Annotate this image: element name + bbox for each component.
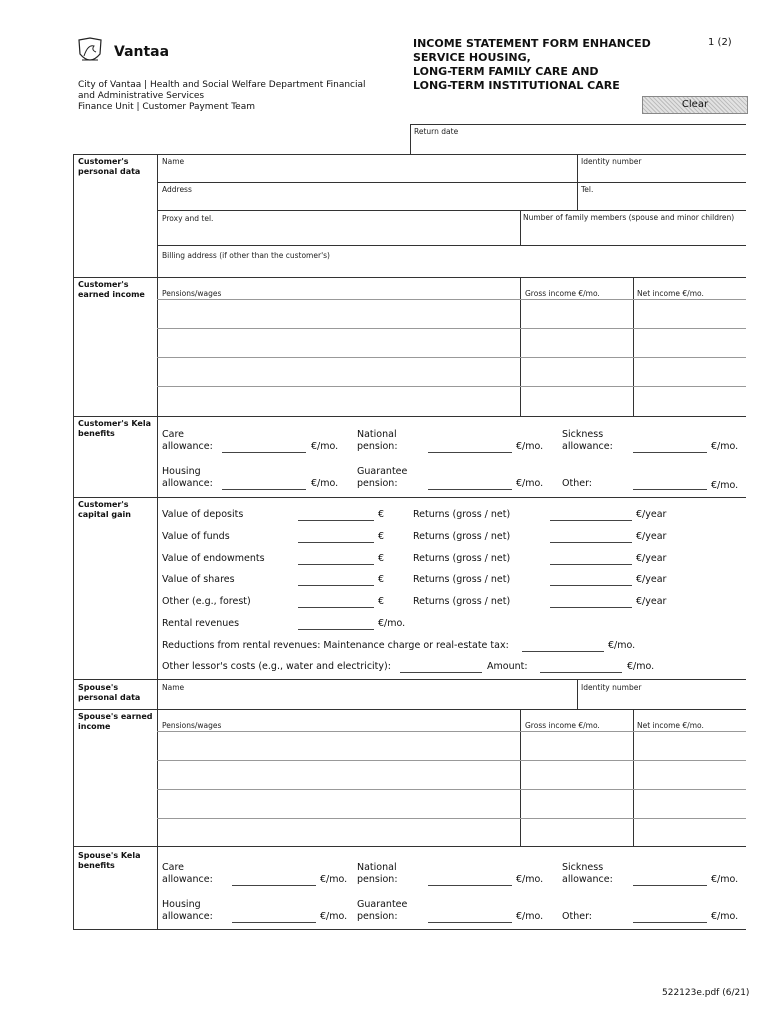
other-benefit-field[interactable] [633, 477, 707, 490]
spouse-sickness-allowance-field[interactable] [633, 873, 707, 886]
spouse-net-label: Net income €/mo. [637, 721, 704, 730]
unit-label: €/mo. [711, 874, 739, 885]
national-pension-label: National pension: [357, 429, 398, 452]
capital-row-label: Value of deposits [162, 509, 244, 520]
title-line-1: INCOME STATEMENT FORM ENHANCED [413, 37, 651, 50]
capital-gain-section: Customer's capital gain [78, 500, 131, 519]
income-row-2[interactable] [160, 331, 518, 355]
per-year-label: €/year [636, 552, 667, 564]
reductions-field[interactable] [522, 639, 604, 652]
logo-text: Vantaa [114, 44, 170, 60]
clear-button[interactable]: Clear [642, 96, 748, 114]
gross-income-label: Gross income €/mo. [525, 289, 600, 298]
spouse-national-pension-field[interactable] [428, 873, 512, 886]
pensions-wages-label: Pensions/wages [162, 289, 222, 298]
net-income-label: Net income €/mo. [637, 289, 704, 298]
capital-value-field[interactable] [298, 552, 374, 565]
unit-label: €/mo. [516, 911, 544, 922]
spouse-income-row-4[interactable] [160, 821, 518, 843]
euro-label: € [378, 530, 385, 542]
euro-label: € [378, 509, 385, 520]
spouse-kela-section: Spouse's Kela benefits [78, 851, 141, 870]
returns-label: Returns (gross / net) [413, 596, 511, 608]
spouse-national-pension-label: National pension: [357, 862, 398, 885]
unit-label: €/mo. [711, 441, 739, 452]
rental-unit: €/mo. [378, 618, 406, 629]
form-title [413, 37, 673, 93]
capital-row-label: Value of shares [162, 574, 235, 586]
customer-personal-section: Customer's personal data [78, 157, 141, 176]
returns-label: Returns (gross / net) [413, 530, 511, 542]
per-year-label: €/year [636, 596, 667, 608]
proxy-label: Proxy and tel. [162, 214, 214, 223]
capital-value-field[interactable] [298, 595, 374, 608]
returns-label: Returns (gross / net) [413, 509, 511, 520]
unit-label: €/mo. [320, 911, 348, 922]
billing-address-field[interactable] [160, 261, 744, 275]
name-label: Name [162, 157, 185, 166]
per-year-label: €/year [636, 574, 667, 586]
capital-row-label: Value of endowments [162, 552, 265, 564]
housing-allowance-label: Housing allowance: [162, 466, 213, 489]
spouse-name-label: Name [162, 683, 185, 692]
spouse-identity-field[interactable] [580, 693, 744, 707]
income-row-1[interactable] [160, 302, 518, 326]
per-year-label: €/year [636, 509, 667, 520]
spouse-income-row-3[interactable] [160, 792, 518, 816]
returns-field[interactable] [550, 573, 632, 586]
spouse-identity-label: Identity number [581, 683, 642, 692]
identity-number-label: Identity number [581, 157, 642, 166]
spouse-personal-section: Spouse's personal data [78, 683, 141, 702]
income-row-4[interactable] [160, 389, 518, 413]
lessor-costs-field[interactable] [400, 660, 482, 673]
spouse-housing-allowance-field[interactable] [232, 910, 316, 923]
spouse-other-benefit-field[interactable] [633, 910, 707, 923]
reductions-label: Reductions from rental revenues: Maintenance charge or real-estate tax: [162, 640, 509, 651]
per-year-label: €/year [636, 530, 667, 542]
proxy-field[interactable] [160, 226, 517, 242]
other-label: Other: [562, 478, 593, 489]
spouse-name-field[interactable] [160, 693, 574, 707]
sickness-allowance-label: Sickness allowance: [562, 429, 613, 452]
income-row-3[interactable] [160, 360, 518, 384]
unit-label: €/mo. [516, 441, 544, 452]
euro-label: € [378, 596, 385, 608]
spouse-other-label: Other: [562, 911, 593, 922]
return-date-field[interactable] [412, 136, 744, 152]
return-date-label: Return date [414, 127, 459, 136]
returns-field[interactable] [550, 508, 632, 521]
capital-value-field[interactable] [298, 530, 374, 543]
unit-label: €/mo. [311, 478, 339, 489]
address-label: Address [162, 185, 192, 194]
unit-label: €/mo. [516, 874, 544, 885]
returns-label: Returns (gross / net) [413, 574, 511, 586]
capital-row-label: Value of funds [162, 530, 230, 542]
unit-label: €/mo. [516, 478, 544, 489]
euro-label: € [378, 574, 385, 586]
family-members-label: Number of family members (spouse and minor children) [523, 213, 735, 222]
returns-field[interactable] [550, 595, 632, 608]
unit-label: €/mo. [711, 480, 739, 491]
page-number: 1 (2) [708, 37, 732, 48]
spouse-care-allowance-field[interactable] [232, 873, 316, 886]
unit-label: €/mo. [711, 911, 739, 922]
sickness-allowance-field[interactable] [633, 440, 707, 453]
guarantee-pension-label: Guarantee pension: [357, 466, 408, 489]
customer-income-section: Customer's earned income [78, 280, 145, 299]
customer-kela-section: Customer's Kela benefits [78, 419, 151, 438]
title-line-2: SERVICE HOUSING, [413, 51, 531, 64]
org-line-1: City of Vantaa | Health and Social Welfare Department Financial [78, 80, 366, 90]
org-line-2: and Administrative Services [78, 91, 205, 101]
tel-field[interactable] [580, 195, 744, 209]
spouse-pensions-label: Pensions/wages [162, 721, 222, 730]
coat-of-arms-icon [76, 36, 104, 66]
national-pension-field[interactable] [428, 440, 512, 453]
euro-label: € [378, 552, 385, 564]
title-line-4: LONG-TERM INSTITUTIONAL CARE [413, 79, 620, 92]
capital-row-label: Other (e.g., forest) [162, 596, 251, 608]
tel-label: Tel. [581, 185, 594, 194]
address-field[interactable] [160, 195, 574, 209]
spouse-sickness-allowance-label: Sickness allowance: [562, 862, 613, 885]
spouse-gross-label: Gross income €/mo. [525, 721, 600, 730]
capital-value-field[interactable] [298, 573, 374, 586]
form-code: 522123e.pdf (6/21) [662, 988, 750, 998]
unit-label: €/mo. [311, 441, 339, 452]
amount-label: Amount: [487, 661, 528, 672]
housing-allowance-field[interactable] [222, 477, 306, 490]
care-allowance-label: Care allowance: [162, 429, 213, 452]
spouse-income-row-2[interactable] [160, 763, 518, 787]
spouse-care-allowance-label: Care allowance: [162, 862, 213, 885]
returns-label: Returns (gross / net) [413, 552, 511, 564]
amount-field[interactable] [540, 660, 622, 673]
billing-address-label: Billing address (if other than the customer's) [162, 251, 330, 260]
spouse-income-row-1[interactable] [160, 734, 518, 758]
vantaa-logo [76, 36, 186, 66]
capital-value-field[interactable] [298, 508, 374, 521]
unit-label: €/mo. [320, 874, 348, 885]
title-line-3: LONG-TERM FAMILY CARE AND [413, 65, 599, 78]
returns-field[interactable] [550, 530, 632, 543]
rental-revenues-field[interactable] [298, 617, 374, 630]
reductions-unit: €/mo. [608, 640, 636, 651]
name-field[interactable] [160, 167, 574, 181]
rental-revenues-label: Rental revenues [162, 618, 240, 629]
lessor-unit: €/mo. [627, 661, 655, 672]
care-allowance-field[interactable] [222, 440, 306, 453]
lessor-costs-label: Other lessor's costs (e.g., water and electricity): [162, 661, 391, 672]
spouse-housing-allowance-label: Housing allowance: [162, 899, 213, 922]
spouse-income-section: Spouse's earned income [78, 712, 153, 731]
spouse-guarantee-pension-field[interactable] [428, 910, 512, 923]
org-line-3: Finance Unit | Customer Payment Team [78, 102, 255, 112]
identity-number-field[interactable] [580, 167, 744, 181]
returns-field[interactable] [550, 552, 632, 565]
spouse-guarantee-pension-label: Guarantee pension: [357, 899, 408, 922]
guarantee-pension-field[interactable] [428, 477, 512, 490]
